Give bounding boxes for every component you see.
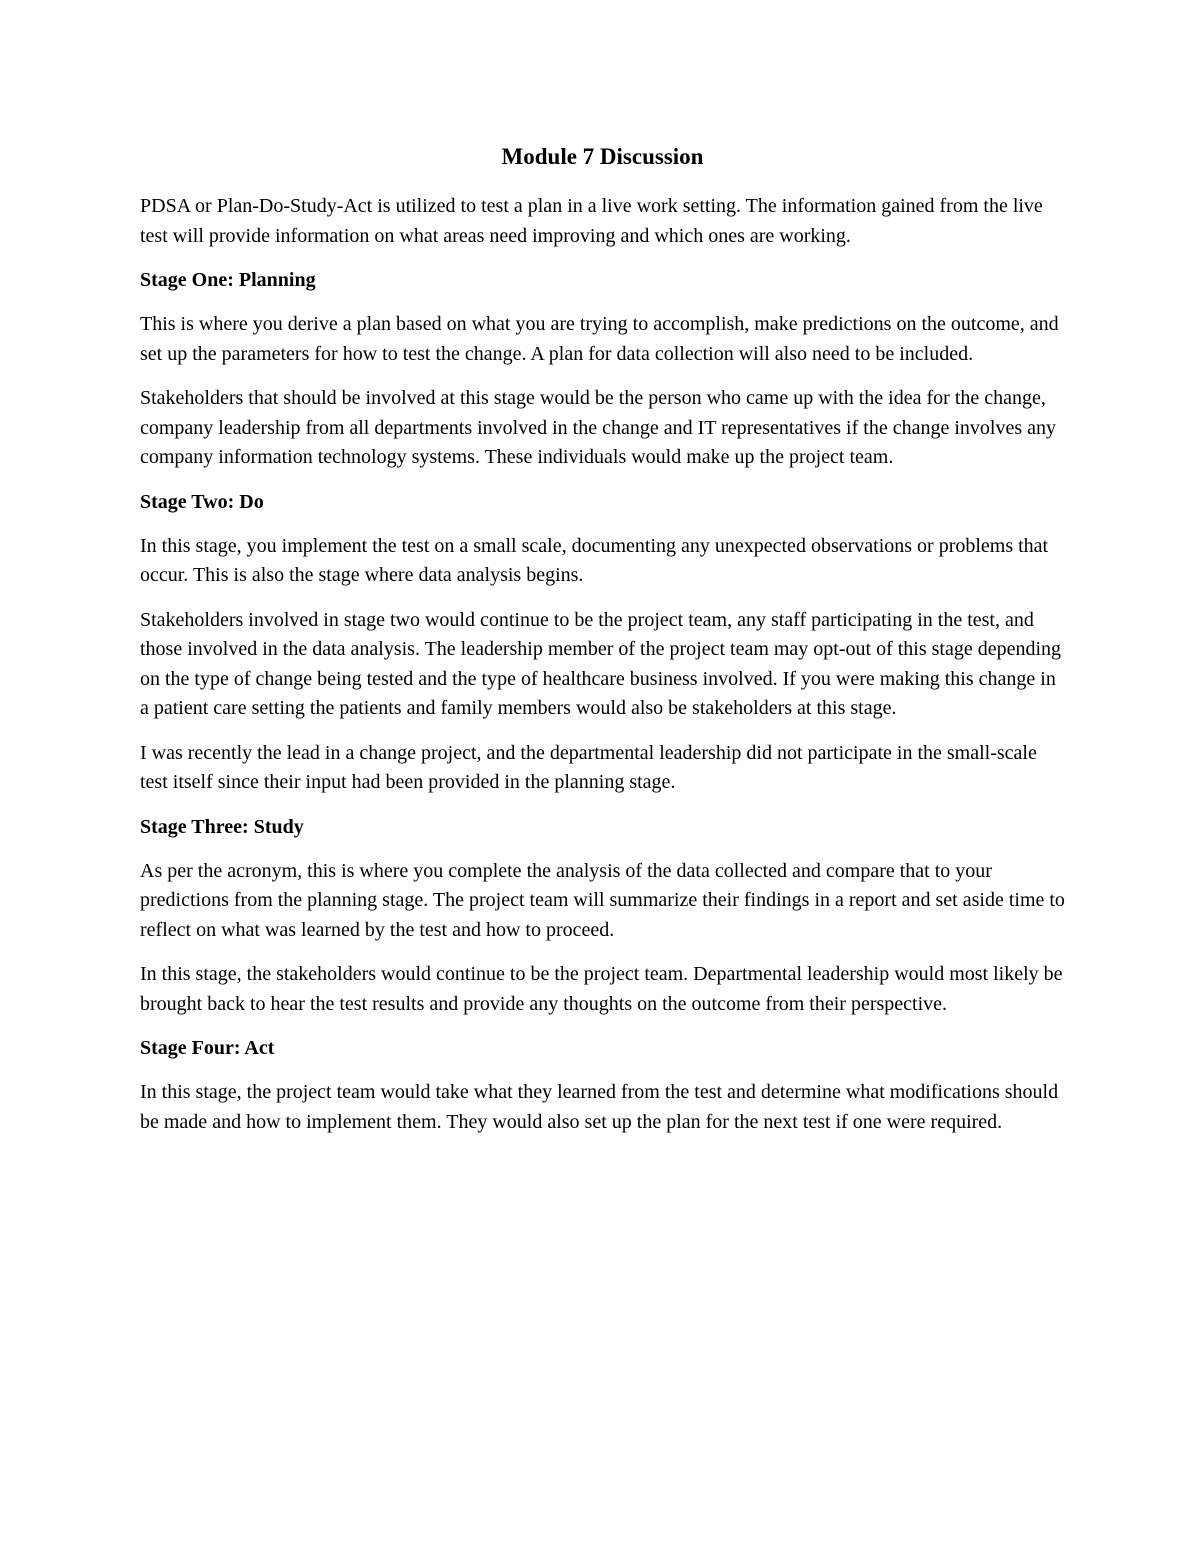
stage-four-paragraph-1: In this stage, the project team would take what they learned from the test and determine what modifications should be made and how to implement them. They would also set up the plan for the next test if one were required.	[140, 1081, 1059, 1133]
stage-three-paragraph-1: As per the acronym, this is where you complete the analysis of the data collected and compare that to your predictions from the planning stage. The project team will summarize their findings in a report and set aside time to reflect on what was learned by the test and how to proceed.	[140, 859, 1065, 941]
stage-one-paragraph-1: This is where you derive a plan based on what you are trying to accomplish, make predictions on the outcome, and set up the parameters for how to test the change. A plan for data collection will also need to be included.	[140, 313, 1059, 365]
document-body	[140, 138, 1065, 1152]
stage-two-paragraph-3: I was recently the lead in a change project, and the departmental leadership did not participate in the small-scale test itself since their input had been provided in the planning stage.	[140, 741, 1037, 793]
intro-paragraph: PDSA or Plan-Do-Study-Act is utilized to test a plan in a live work setting. The information gained from the live test will provide information on what areas need improving and which ones are working.	[140, 195, 1043, 247]
stage-two-heading: Stage Two: Do	[140, 490, 264, 513]
stage-one-heading: Stage One: Planning	[140, 269, 316, 291]
stage-three-paragraph-2: In this stage, the stakeholders would continue to be the project team. Departmental leadership would most likely be brought back to hear the test results and provide any thoughts on the outcome from their perspective.	[140, 963, 1063, 1015]
stage-two-paragraph-1: In this stage, you implement the test on a small scale, documenting any unexpected observations or problems that occur. This is also the stage where data analysis begins.	[140, 534, 1049, 586]
document-title: Module 7 Discussion	[501, 144, 704, 169]
stage-three-heading: Stage Three: Study	[140, 815, 304, 838]
stage-two-paragraph-2: Stakeholders involved in stage two would continue to be the project team, any staff participating in the test, and those involved in the data analysis. The leadership member of the project team may opt-out of this stage depending on the type of change being tested and the type of healthcare business involved. If you were making this change in a patient care setting the patients and family members would also be stakeholders at this stage.	[140, 608, 1062, 719]
stage-four-heading: Stage Four: Act	[140, 1037, 275, 1059]
stage-one-paragraph-2: Stakeholders that should be involved at this stage would be the person who came up with the idea for the change, company leadership from all departments involved in the change and IT representatives if the change involves any company information technology systems. These individuals would make up the project team.	[140, 387, 1056, 468]
